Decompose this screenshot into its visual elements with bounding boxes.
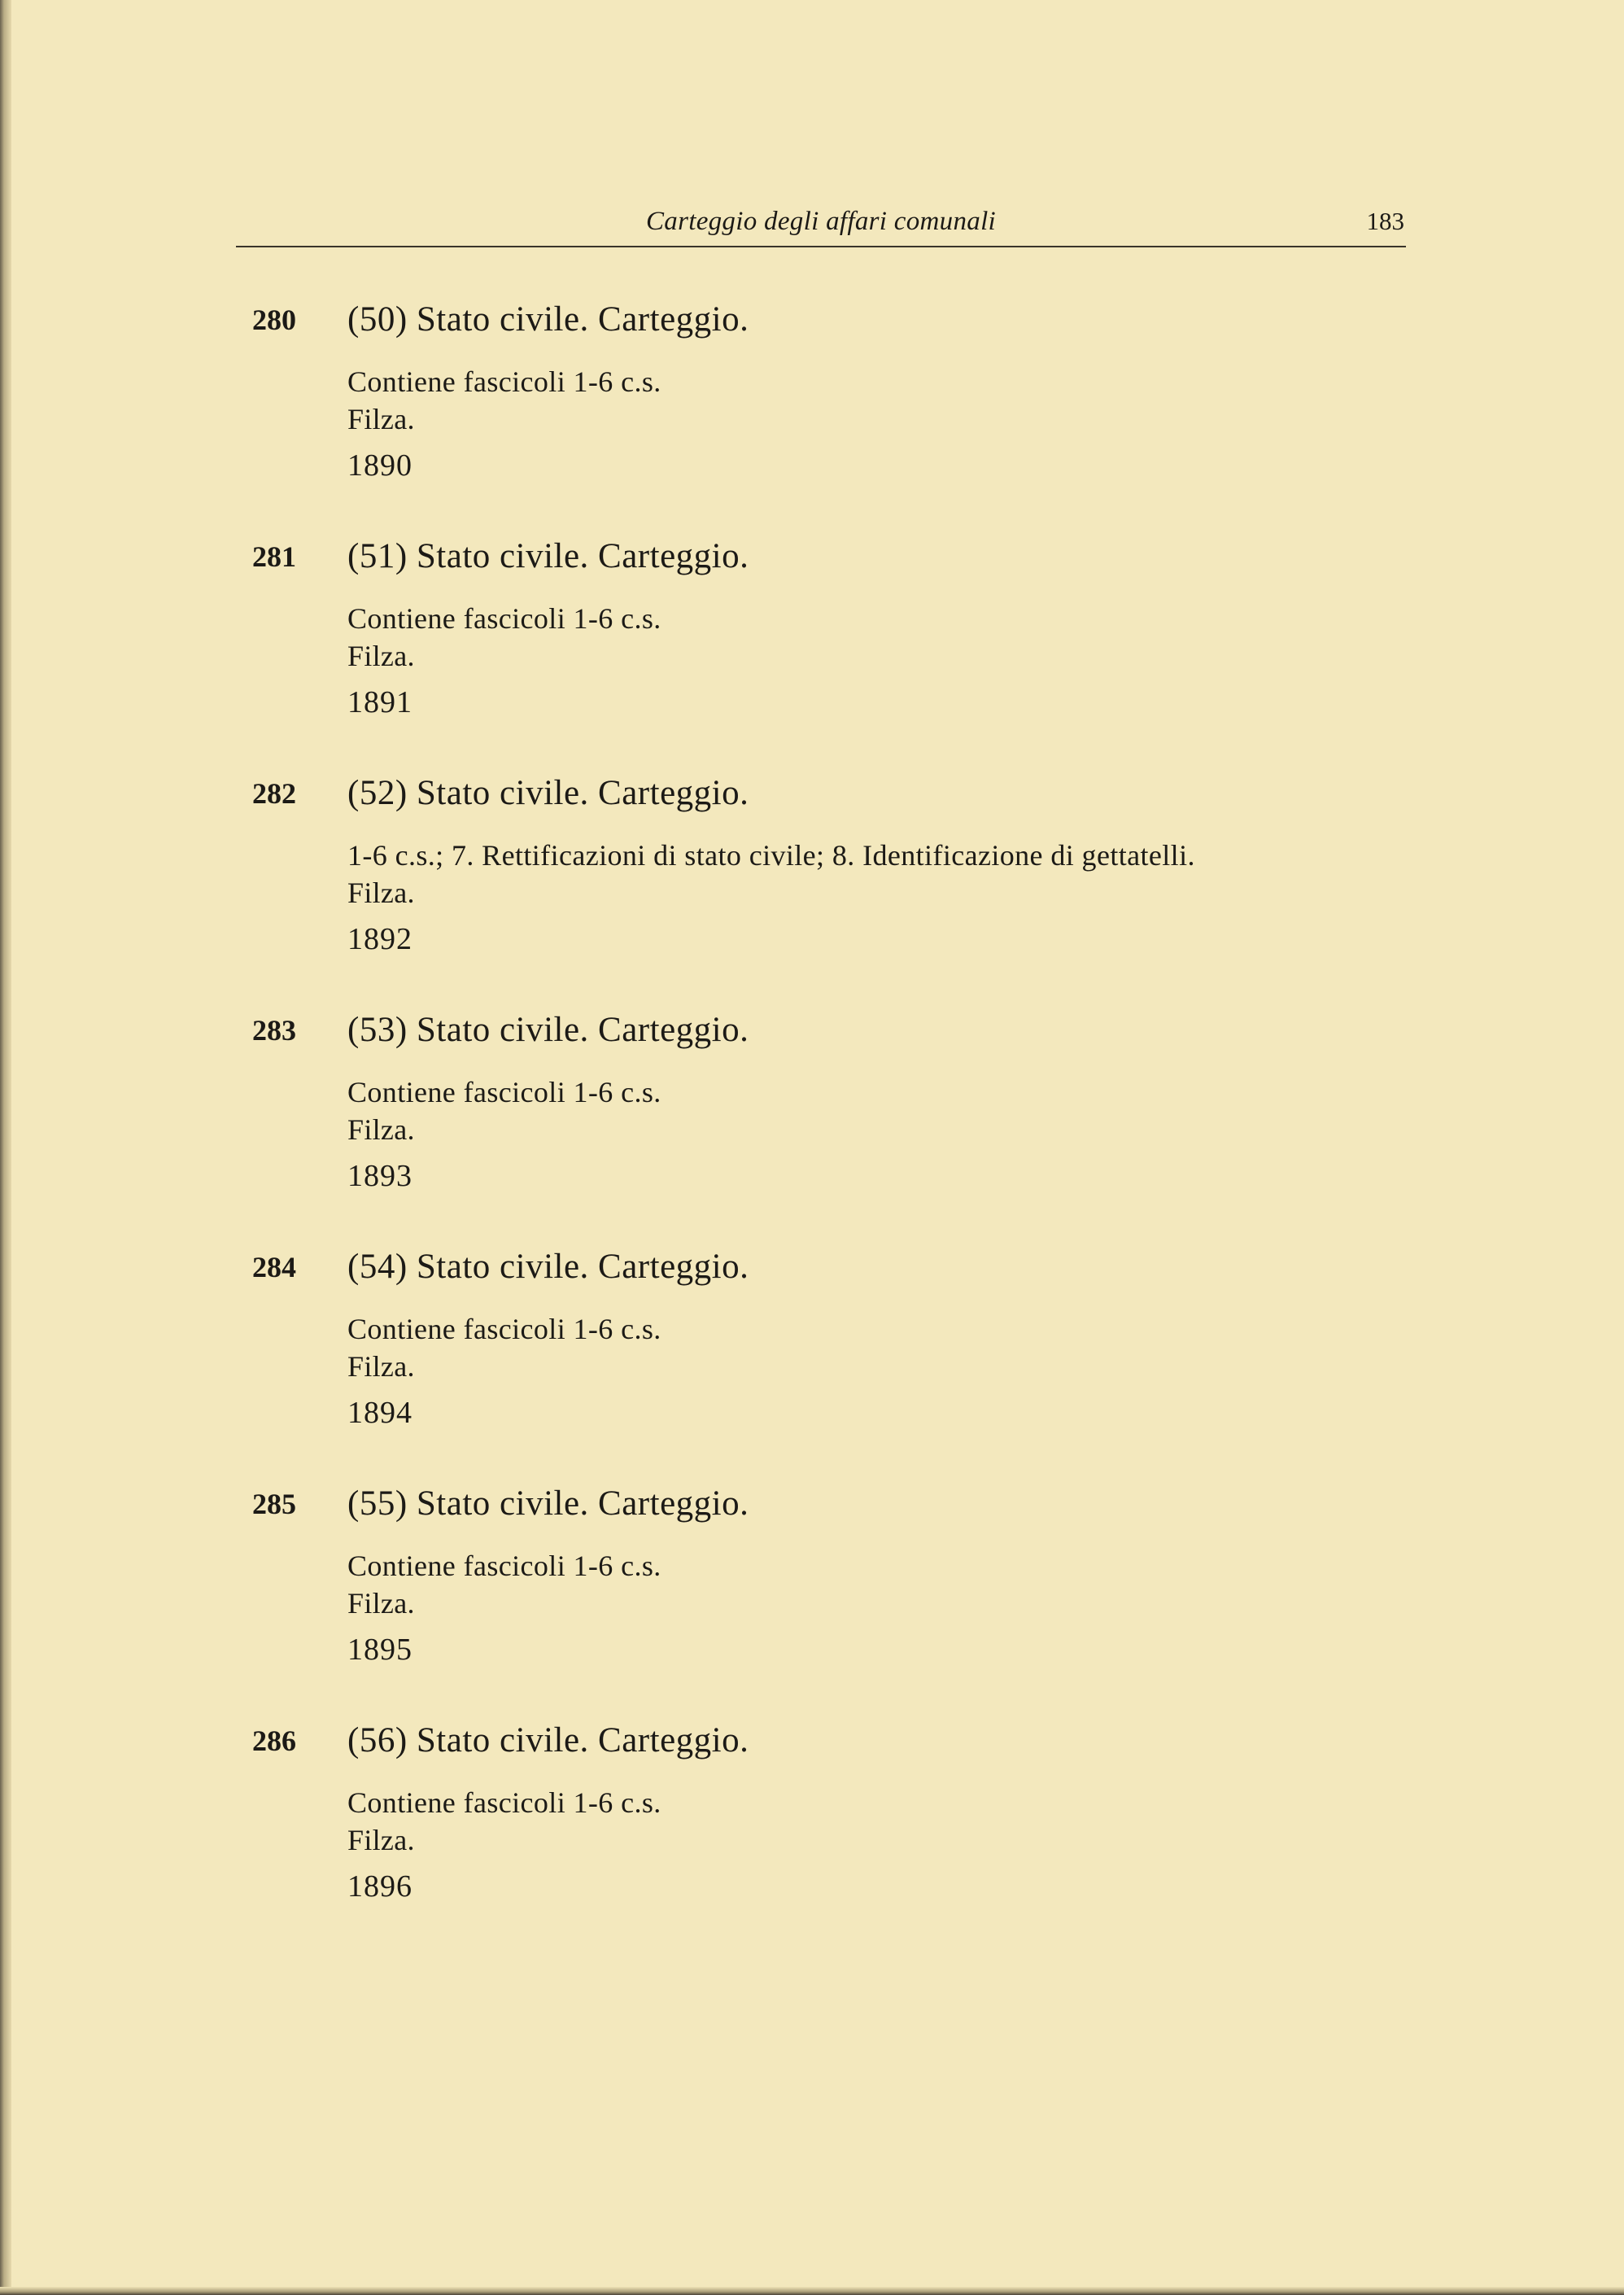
entry-title: (52) Stato civile. Carteggio. xyxy=(347,774,749,812)
entry-year: 1890 xyxy=(347,448,413,483)
entry-number: 286 xyxy=(252,1725,296,1757)
entry-number: 283 xyxy=(252,1014,296,1047)
entry-title: (55) Stato civile. Carteggio. xyxy=(347,1484,749,1523)
entry-type: Filza. xyxy=(347,403,415,435)
running-title: Carteggio degli affari comunali xyxy=(645,207,997,236)
entry-title: (51) Stato civile. Carteggio. xyxy=(347,537,749,575)
entry-281 xyxy=(252,538,1408,775)
entry-description: Contiene fascicoli 1-6 c.s. xyxy=(347,1076,661,1108)
entry-type: Filza. xyxy=(347,1113,415,1146)
entry-description: Contiene fascicoli 1-6 c.s. xyxy=(347,602,661,635)
entry-description: Contiene fascicoli 1-6 c.s. xyxy=(347,1550,661,1582)
entry-283 xyxy=(252,1012,1408,1248)
entry-year: 1892 xyxy=(347,922,413,956)
entry-type: Filza. xyxy=(347,640,415,672)
entry-number: 280 xyxy=(252,304,296,336)
entry-description: Contiene fascicoli 1-6 c.s. xyxy=(347,365,661,398)
entry-description: Contiene fascicoli 1-6 c.s. xyxy=(347,1786,661,1819)
entry-year: 1896 xyxy=(347,1869,413,1904)
entry-description: 1-6 c.s.; 7. Rettificazioni di stato civile; 8. Identificazione di gettatelli. xyxy=(347,839,1195,872)
entry-286 xyxy=(252,1722,1408,1959)
page-edge-bottom xyxy=(0,2287,1624,2295)
entry-list xyxy=(252,301,1408,1959)
entry-282 xyxy=(252,775,1408,1012)
running-head xyxy=(236,203,1406,247)
entry-title: (56) Stato civile. Carteggio. xyxy=(347,1721,749,1760)
entry-type: Filza. xyxy=(347,1587,415,1620)
entry-number: 284 xyxy=(252,1251,296,1283)
entry-type: Filza. xyxy=(347,1350,415,1383)
entry-type: Filza. xyxy=(347,1824,415,1856)
entry-number: 282 xyxy=(252,777,296,810)
entry-year: 1895 xyxy=(347,1633,413,1667)
entry-type: Filza. xyxy=(347,876,415,909)
entry-title: (53) Stato civile. Carteggio. xyxy=(347,1011,749,1049)
page-edge-left xyxy=(0,0,11,2295)
entry-285 xyxy=(252,1485,1408,1722)
entry-year: 1894 xyxy=(347,1396,413,1430)
entry-280 xyxy=(252,301,1408,538)
entry-description: Contiene fascicoli 1-6 c.s. xyxy=(347,1313,661,1345)
entry-number: 285 xyxy=(252,1488,296,1520)
page-number: 183 xyxy=(1366,207,1404,235)
entry-title: (54) Stato civile. Carteggio. xyxy=(347,1248,749,1286)
entry-number: 281 xyxy=(252,540,296,573)
entry-284 xyxy=(252,1248,1408,1485)
entry-title: (50) Stato civile. Carteggio. xyxy=(347,300,749,339)
entry-year: 1891 xyxy=(347,685,413,719)
entry-year: 1893 xyxy=(347,1159,413,1193)
